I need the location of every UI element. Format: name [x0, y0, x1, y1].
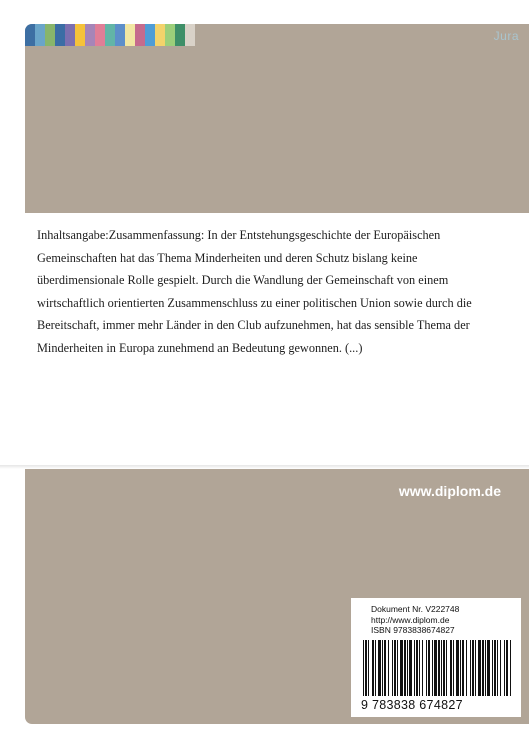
color-stripe-2 [35, 24, 45, 46]
color-stripe-11 [125, 24, 135, 46]
color-stripe-1 [25, 24, 35, 46]
color-stripe-9 [105, 24, 115, 46]
category-label: Jura [493, 29, 519, 43]
color-stripe-5 [65, 24, 75, 46]
color-stripe-13 [145, 24, 155, 46]
abstract-text: Inhaltsangabe:Zusammenfassung: In der Entstehungsgeschichte der Europäischen Gemeinschaften hat das Thema Minderheiten und deren Schutz bislang keine überdimensionale Rolle gespielt. Durch die Wandlung der Gemeinschaft von einem wirtschaftlich orientierten Zusammenschluss zu einer politischen Union sowie durch die Bereitschaft, immer mehr Länder in den Club aufzunehmen, hat das sensible Thema der Minderheiten in Europa zunehmend an Bedeutung gewonnen. (...) [37, 228, 472, 355]
color-stripe-7 [85, 24, 95, 46]
cover-top-panel [25, 24, 529, 213]
color-stripe-band [25, 24, 195, 46]
barcode-digits: 9 783838 674827 [361, 698, 463, 712]
color-stripe-10 [115, 24, 125, 46]
color-stripe-15 [165, 24, 175, 46]
document-number: Dokument Nr. V222748 [371, 604, 460, 614]
barcode-icon [361, 640, 513, 700]
color-stripe-16 [175, 24, 185, 46]
color-stripe-4 [55, 24, 65, 46]
color-stripe-6 [75, 24, 85, 46]
color-stripe-17 [185, 24, 195, 46]
color-stripe-3 [45, 24, 55, 46]
document-info [371, 604, 459, 636]
color-stripe-12 [135, 24, 145, 46]
isbn-number: ISBN 9783838674827 [371, 625, 455, 635]
document-url: http://www.diplom.de [371, 614, 450, 625]
barcode-label [351, 598, 521, 717]
color-stripe-8 [95, 24, 105, 46]
color-stripe-14 [155, 24, 165, 46]
abstract-area [0, 213, 529, 465]
publisher-website[interactable]: www.diplom.de [398, 483, 501, 499]
